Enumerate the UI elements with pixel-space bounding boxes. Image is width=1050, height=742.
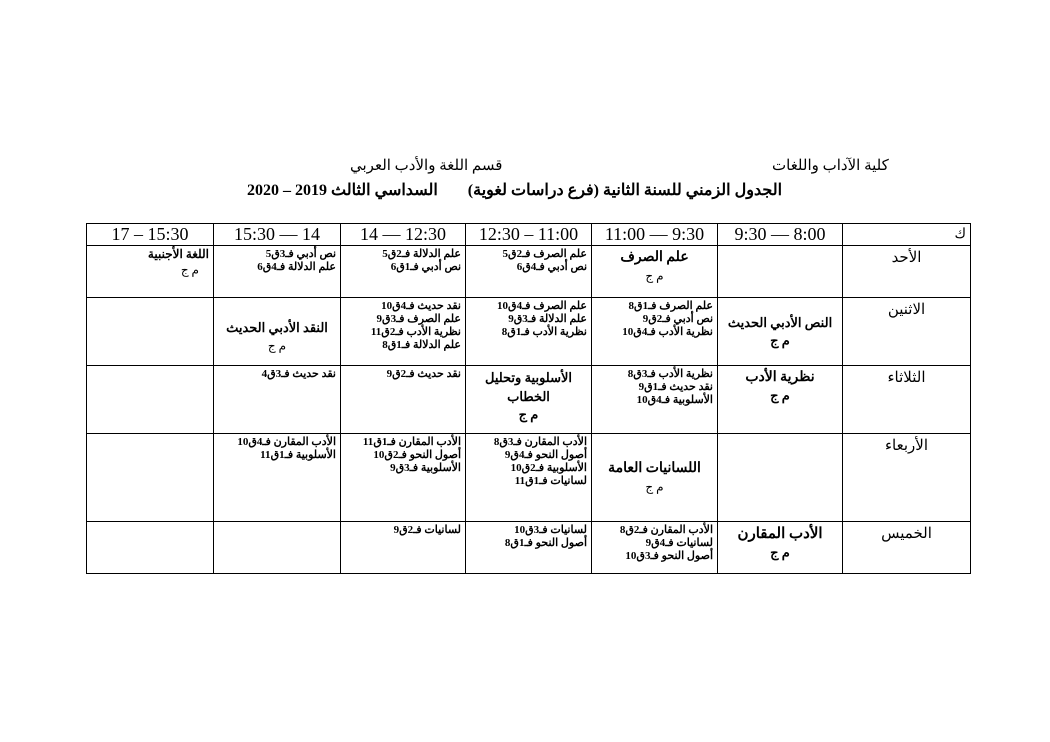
cell-sun-4 [341,246,466,298]
schedule-table [86,223,971,574]
session-entry: أصول النحو فـ1ق8 [504,537,587,549]
cell-sun-2 [592,246,718,298]
course-title: علم الصرف [620,250,689,265]
day-label-sunday: الأحد [843,246,971,298]
session-entry: نظرية الأدب فـ1ق8 [501,326,587,338]
room-label: م ج [267,339,287,353]
cell-wed-3 [466,434,592,522]
cell-thu-2 [592,522,718,574]
session-entry: نظرية الأدب فـ4ق10 [622,326,713,338]
session-entry: لسانيات فـ2ق9 [393,524,461,536]
session-entry: لسانيات فـ1ق11 [514,475,587,487]
time-slot-5: 14 — 15:30 [214,224,341,246]
session-entry: الأسلوبية فـ1ق11 [260,449,336,461]
day-label-thursday: الخميس [843,522,971,574]
cell-mon-3 [466,298,592,366]
schedule-title-line [247,180,782,200]
room-label: م ج [645,480,664,494]
course-title: الأدب المقارن [737,526,823,542]
cell-mon-2 [592,298,718,366]
session-entry: أصول النحو فـ4ق9 [504,449,587,461]
session-entry: الأسلوبية فـ2ق10 [510,462,587,474]
session-entry: علم الصرف فـ3ق9 [376,313,461,325]
cell-sun-6 [87,246,214,298]
course-title: اللغة الأجنبية [147,247,209,261]
cell-wed-5 [214,434,341,522]
time-slot-4: 12:30 — 14 [341,224,466,246]
session-entry: علم الصرف فـ2ق5 [502,248,587,260]
time-slot-3: 11:00 – 12:30 [466,224,592,246]
schedule-title: الجدول الزمني للسنة الثانية (فرع دراسات لغوية) [467,182,783,199]
session-entry: نقد حديث فـ1ق9 [638,381,713,393]
department-name: قسم اللغة والأدب العربي [350,158,503,174]
cell-sun-3 [466,246,592,298]
session-entry: أصول النحو فـ2ق10 [373,449,461,461]
cell-tue-3 [466,366,592,434]
session-entry: علم الصرف فـ4ق10 [497,300,587,312]
session-entry: علم الدلالة فـ2ق5 [382,248,461,260]
semester-label: السداسي الثالث 2019 – 2020 [247,182,438,199]
session-entry: نص أدبي فـ1ق6 [390,261,461,273]
cell-thu-5 [214,522,341,574]
room-label: م ج [770,332,790,348]
day-row-monday [87,298,971,366]
cell-mon-1 [718,298,843,366]
time-slot-2: 9:30 — 11:00 [592,224,718,246]
room-label: م ج [770,388,790,403]
session-entry: نظرية الأدب فـ2ق11 [370,326,461,338]
day-row-sunday [87,246,971,298]
cell-thu-3 [466,522,592,574]
session-entry: نظرية الأدب فـ3ق8 [627,368,713,380]
cell-wed-2 [592,434,718,522]
day-label-wednesday: الأربعاء [843,434,971,522]
session-entry: الأدب المقارن فـ3ق8 [493,436,587,448]
day-label-tuesday: الثلاثاء [843,366,971,434]
session-entry: الأدب المقارن فـ4ق10 [237,436,336,448]
time-slot-6: 15:30 – 17 [87,224,214,246]
session-entry: لسانيات فـ4ق9 [645,537,713,549]
day-row-tuesday [87,366,971,434]
session-entry: نص أدبي فـ2ق9 [642,313,713,325]
cell-mon-5 [214,298,341,366]
day-row-thursday [87,522,971,574]
cell-tue-1 [718,366,843,434]
session-entry: الأسلوبية فـ3ق9 [390,462,461,474]
cell-wed-6 [87,434,214,522]
course-title: اللسانيات العامة [608,461,701,476]
cell-sun-5 [214,246,341,298]
cell-wed-4 [341,434,466,522]
college-name: كلية الآداب واللغات [772,158,889,174]
session-entry: الأدب المقارن فـ2ق8 [619,524,713,536]
session-entry: نص أدبي فـ4ق6 [516,261,587,273]
room-label: م ج [518,407,539,422]
session-entry: نقد حديث فـ4ق10 [381,300,461,312]
session-entry: علم الصرف فـ1ق8 [628,300,713,312]
session-entry: الأسلوبية فـ4ق10 [636,394,713,406]
course-title: الأسلوبية وتحليل [484,370,573,385]
session-entry: نقد حديث فـ2ق9 [386,368,461,380]
day-row-wednesday [87,434,971,522]
cell-thu-4 [341,522,466,574]
cell-tue-4 [341,366,466,434]
session-entry: أصول النحو فـ3ق10 [625,550,713,562]
room-label: م ج [770,545,790,560]
session-entry: لسانيات فـ3ق10 [514,524,587,536]
session-entry: علم الدلالة فـ3ق9 [508,313,587,325]
corner-label: ك [843,224,971,246]
session-entry: علم الدلالة فـ1ق8 [382,339,461,351]
session-entry: نص أدبي فـ3ق5 [265,248,336,260]
time-slot-1: 8:00 — 9:30 [718,224,843,246]
time-header-row [87,224,971,246]
cell-thu-1 [718,522,843,574]
course-title-cont: الخطاب [507,389,550,404]
session-entry: الأدب المقارن فـ1ق11 [362,436,461,448]
cell-sun-1 [718,246,843,298]
cell-mon-6 [87,298,214,366]
room-label: م ج [645,269,664,283]
cell-mon-4 [341,298,466,366]
session-entry: علم الدلالة فـ4ق6 [257,261,336,273]
cell-tue-5 [214,366,341,434]
day-label-monday: الاثنين [843,298,971,366]
course-title: النقد الأدبي الحديث [226,320,328,335]
course-title: النص الأدبي الحديث [727,314,833,330]
session-entry: نقد حديث فـ3ق4 [261,368,336,380]
cell-tue-6 [87,366,214,434]
cell-wed-1 [718,434,843,522]
cell-tue-2 [592,366,718,434]
cell-thu-6 [87,522,214,574]
room-label: م ج [180,263,199,277]
course-title: نظرية الأدب [745,370,815,385]
